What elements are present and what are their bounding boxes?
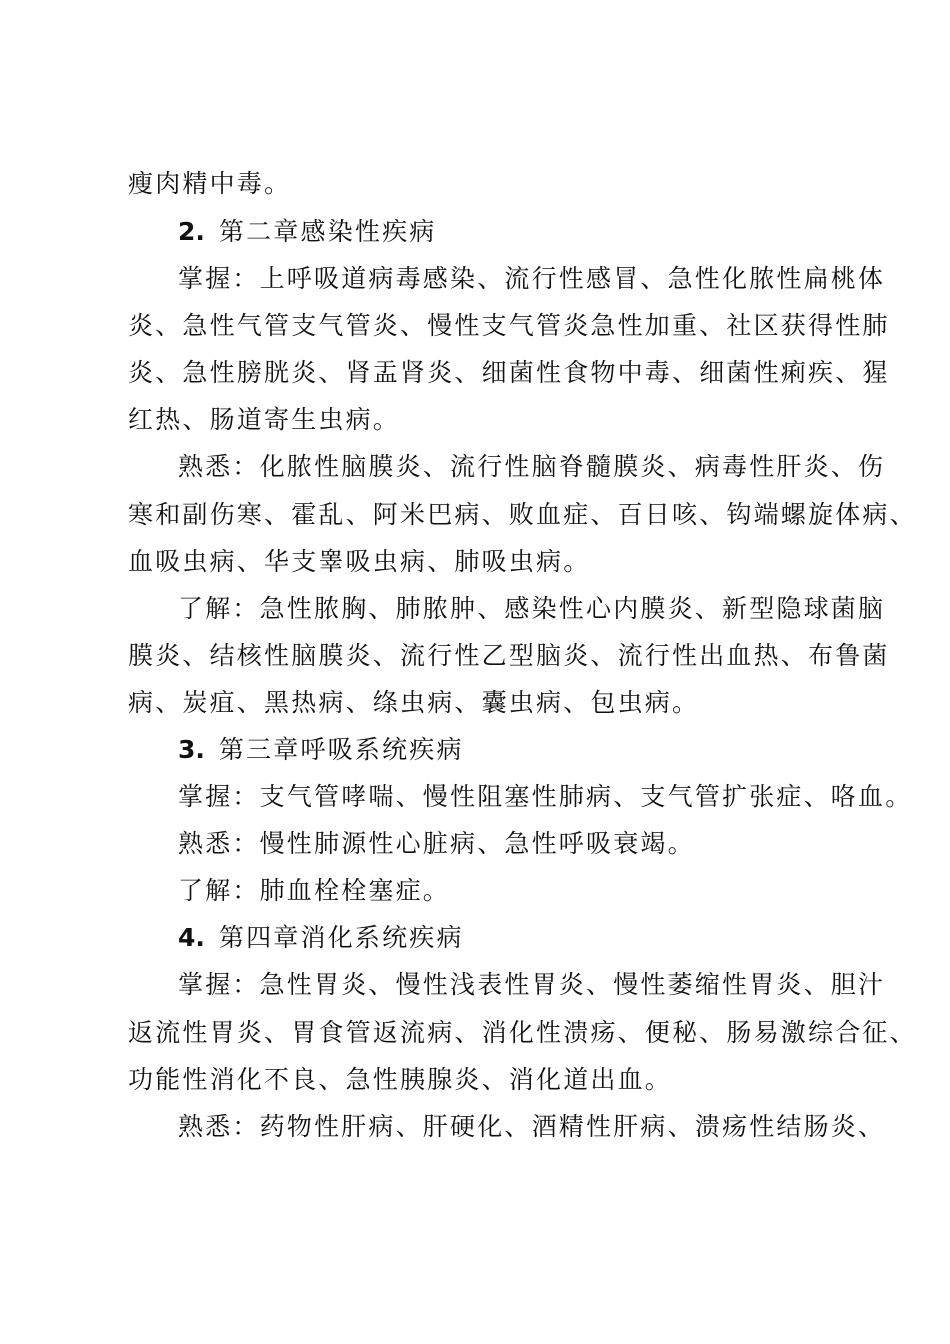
section-number: 3. [178, 735, 205, 764]
text-line: 血吸虫病、华支睾吸虫病、肺吸虫病。 [128, 547, 591, 576]
text-line: 掌握：上呼吸道病毒感染、流行性感冒、急性化脓性扁桃体 [178, 264, 886, 293]
text-line: 熟悉：药物性肝病、肝硬化、酒精性肝病、溃疡性结肠炎、 [178, 1112, 886, 1141]
text-line: 了解：肺血栓栓塞症。 [178, 876, 451, 905]
text-line: 膜炎、结核性脑膜炎、流行性乙型脑炎、流行性出血热、布鲁菌 [128, 641, 890, 670]
section-heading-2 [178, 216, 888, 248]
section-title: 第四章消化系统疾病 [218, 923, 464, 952]
text-line: 红热、肠道寄生虫病。 [128, 405, 401, 434]
section-heading-3 [178, 734, 888, 766]
text-line: 炎、急性膀胱炎、肾盂肾炎、细菌性食物中毒、细菌性痢疾、猩 [128, 358, 890, 387]
text-line: 熟悉：慢性肺源性心脏病、急性呼吸衰竭。 [178, 829, 695, 858]
section-number: 2. [178, 217, 205, 246]
text-line: 了解：急性脓胸、肺脓肿、感染性心内膜炎、新型隐球菌脑 [178, 594, 886, 623]
section-heading-4 [178, 922, 888, 954]
text-line: 病、炭疽、黑热病、绦虫病、囊虫病、包虫病。 [128, 688, 700, 717]
text-line: 功能性消化不良、急性胰腺炎、消化道出血。 [128, 1065, 673, 1094]
text-line: 瘦肉精中毒。 [128, 169, 292, 198]
text-line: 返流性胃炎、胃食管返流病、消化性溃疡、便秘、肠易激综合征、 [128, 1018, 917, 1047]
section-title: 第二章感染性疾病 [218, 217, 437, 246]
text-line: 掌握：急性胃炎、慢性浅表性胃炎、慢性萎缩性胃炎、胆汁 [178, 970, 886, 999]
text-line: 寒和副伤寒、霍乱、阿米巴病、败血症、百日咳、钩端螺旋体病、 [128, 500, 917, 529]
text-line: 炎、急性气管支气管炎、慢性支气管炎急性加重、社区获得性肺 [128, 311, 890, 340]
text-line: 掌握：支气管哮喘、慢性阻塞性肺病、支气管扩张症、咯血。 [178, 782, 913, 811]
section-number: 4. [178, 923, 205, 952]
section-title: 第三章呼吸系统疾病 [218, 735, 464, 764]
text-line: 熟悉：化脓性脑膜炎、流行性脑脊髓膜炎、病毒性肝炎、伤 [178, 452, 886, 481]
